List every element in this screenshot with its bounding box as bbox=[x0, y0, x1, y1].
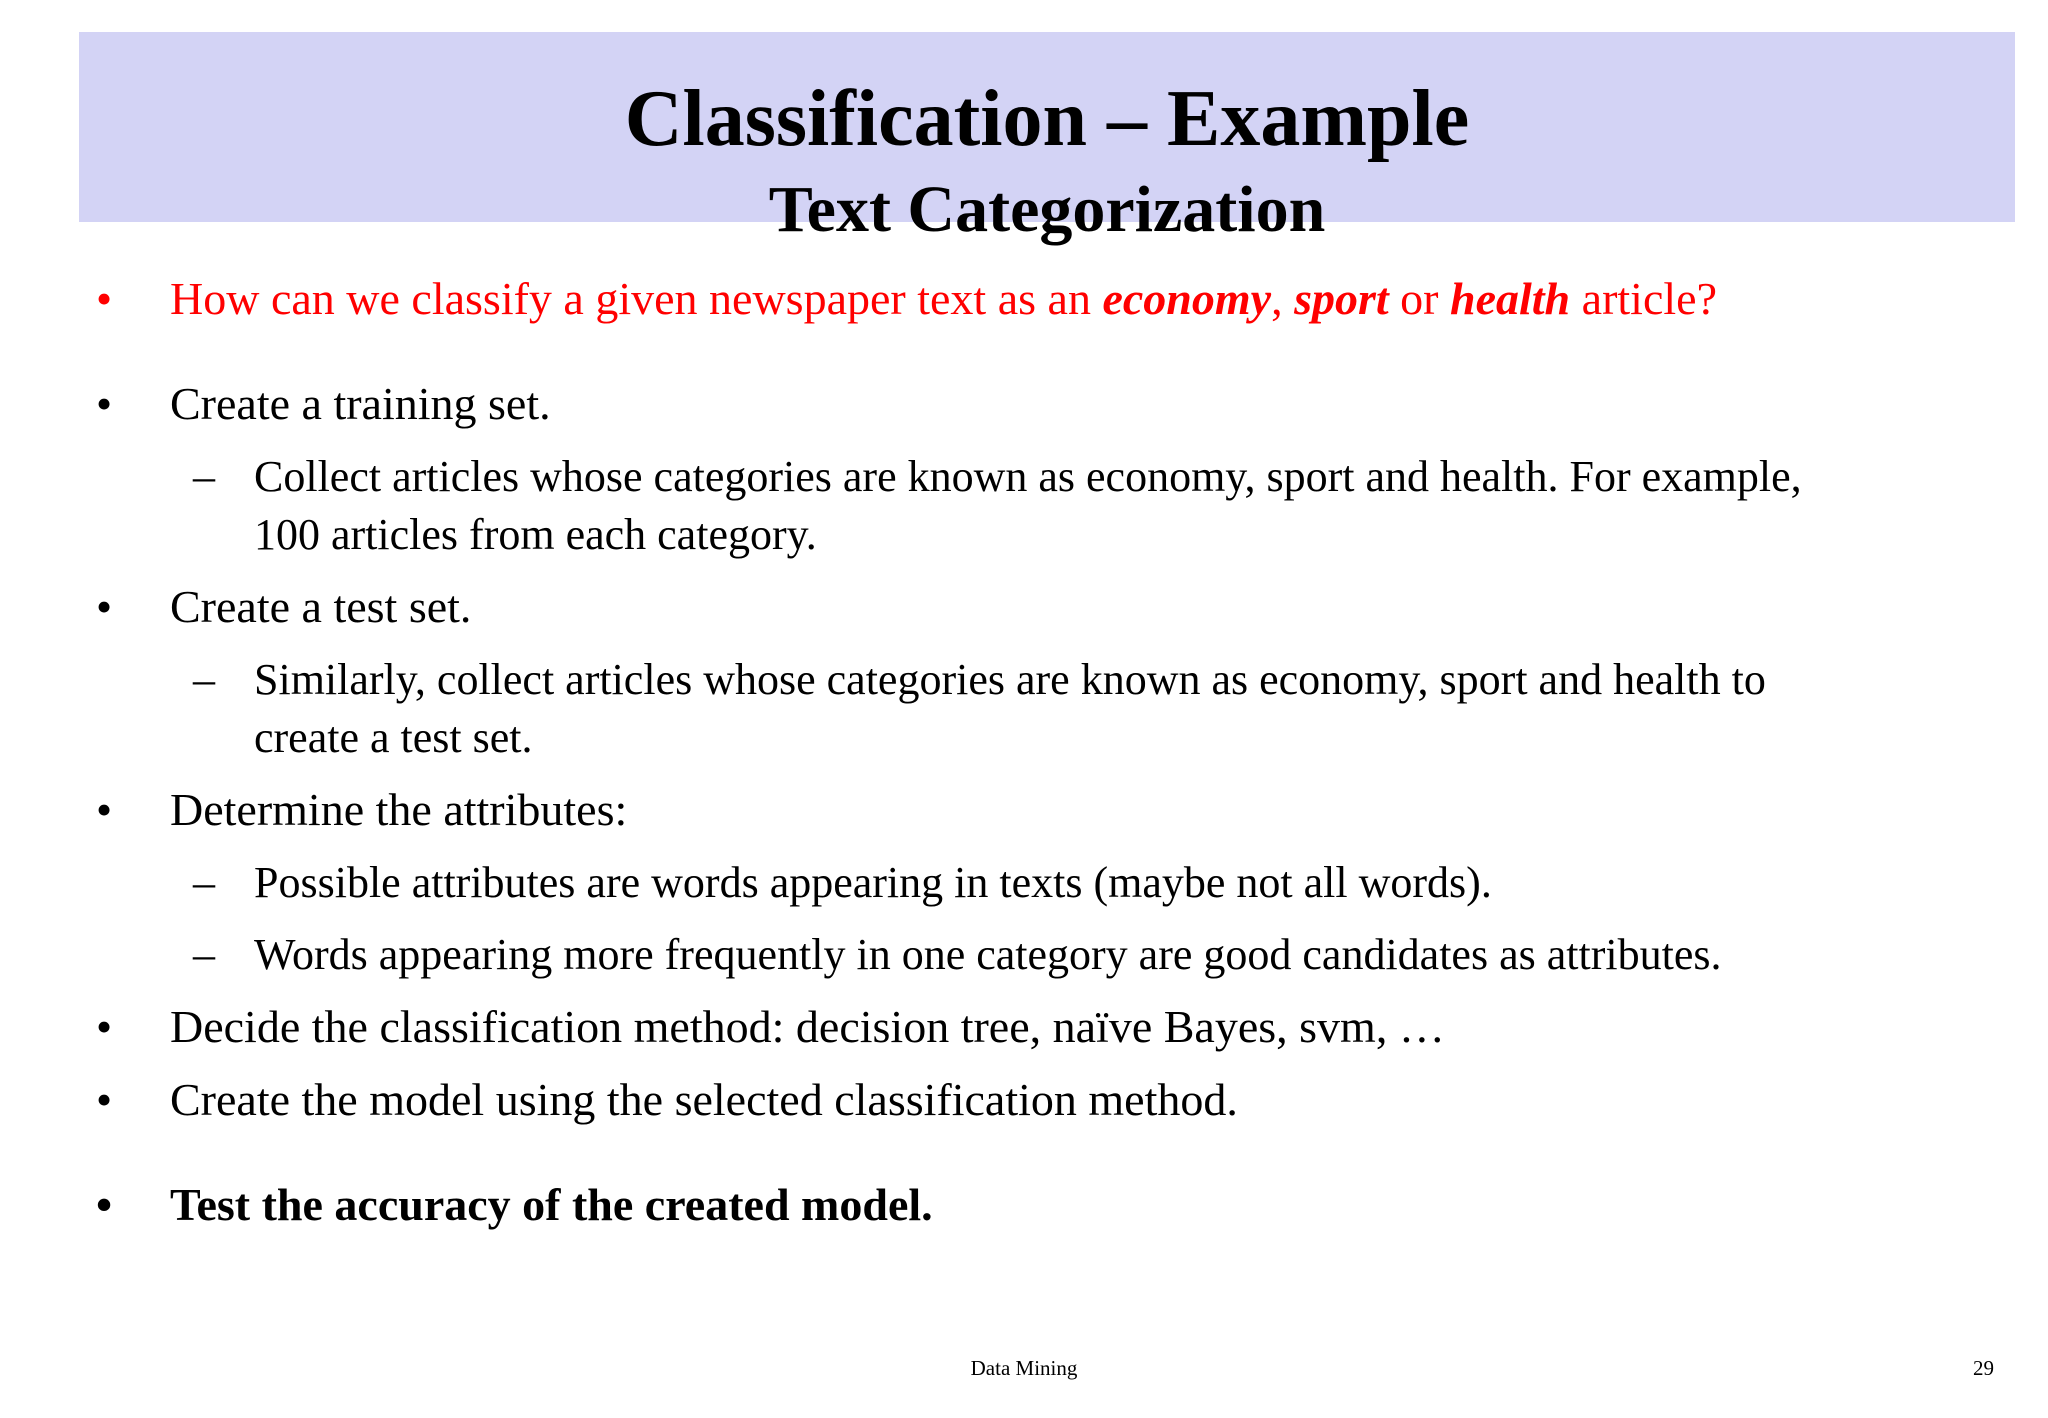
bullet-mark: • bbox=[96, 784, 113, 835]
bullet-mark: • bbox=[96, 273, 113, 324]
question-before: How can we classify a given newspaper text as an bbox=[170, 273, 1103, 324]
slide-title: Classification – Example bbox=[624, 75, 1470, 163]
question-sep1: , bbox=[1271, 273, 1295, 324]
subbullet-text-line1: Collect articles whose categories are known as economy, sport and health. For example, bbox=[254, 452, 1802, 501]
term-health: health bbox=[1450, 273, 1571, 324]
bullet-mark: • bbox=[96, 1074, 113, 1125]
bullet-text: Decide the classification method: decision tree, naïve Bayes, svm, … bbox=[170, 1001, 1445, 1052]
bullet-text: Create a training set. bbox=[170, 378, 551, 429]
subbullet-text-line2: 100 articles from each category. bbox=[254, 510, 817, 559]
slide-subtitle: Text Categorization bbox=[768, 173, 1326, 246]
dash-mark: – bbox=[193, 452, 215, 501]
subbullet-text-line1: Similarly, collect articles whose categories are known as economy, sport and health to bbox=[254, 655, 1766, 704]
bullet-text: Test the accuracy of the created model. bbox=[170, 1179, 933, 1230]
page-number: 29 bbox=[1973, 1356, 1994, 1380]
bullet-mark: • bbox=[96, 581, 113, 632]
footer-title: Data Mining bbox=[970, 1356, 1078, 1380]
bullet-mark: • bbox=[96, 1001, 113, 1052]
bullet-text: Determine the attributes: bbox=[170, 784, 628, 835]
subbullet-text: Possible attributes are words appearing in texts (maybe not all words). bbox=[254, 858, 1492, 907]
term-sport: sport bbox=[1294, 273, 1389, 324]
bullet-text: Create the model using the selected classification method. bbox=[170, 1074, 1238, 1125]
dash-mark: – bbox=[193, 858, 215, 907]
bullet-text: Create a test set. bbox=[170, 581, 472, 632]
dash-mark: – bbox=[193, 655, 215, 704]
question-sep2: or bbox=[1388, 273, 1450, 324]
bullet-mark: • bbox=[96, 378, 113, 429]
subbullet-text: Words appearing more frequently in one category are good candidates as attributes. bbox=[254, 930, 1722, 979]
dash-mark: – bbox=[193, 930, 215, 979]
title-band bbox=[79, 32, 2015, 246]
subbullet-text-line2: create a test set. bbox=[254, 713, 533, 762]
question-after: article? bbox=[1570, 273, 1717, 324]
question-text bbox=[170, 270, 1717, 328]
bullet-mark: • bbox=[96, 1179, 113, 1230]
term-economy: economy bbox=[1102, 273, 1272, 324]
